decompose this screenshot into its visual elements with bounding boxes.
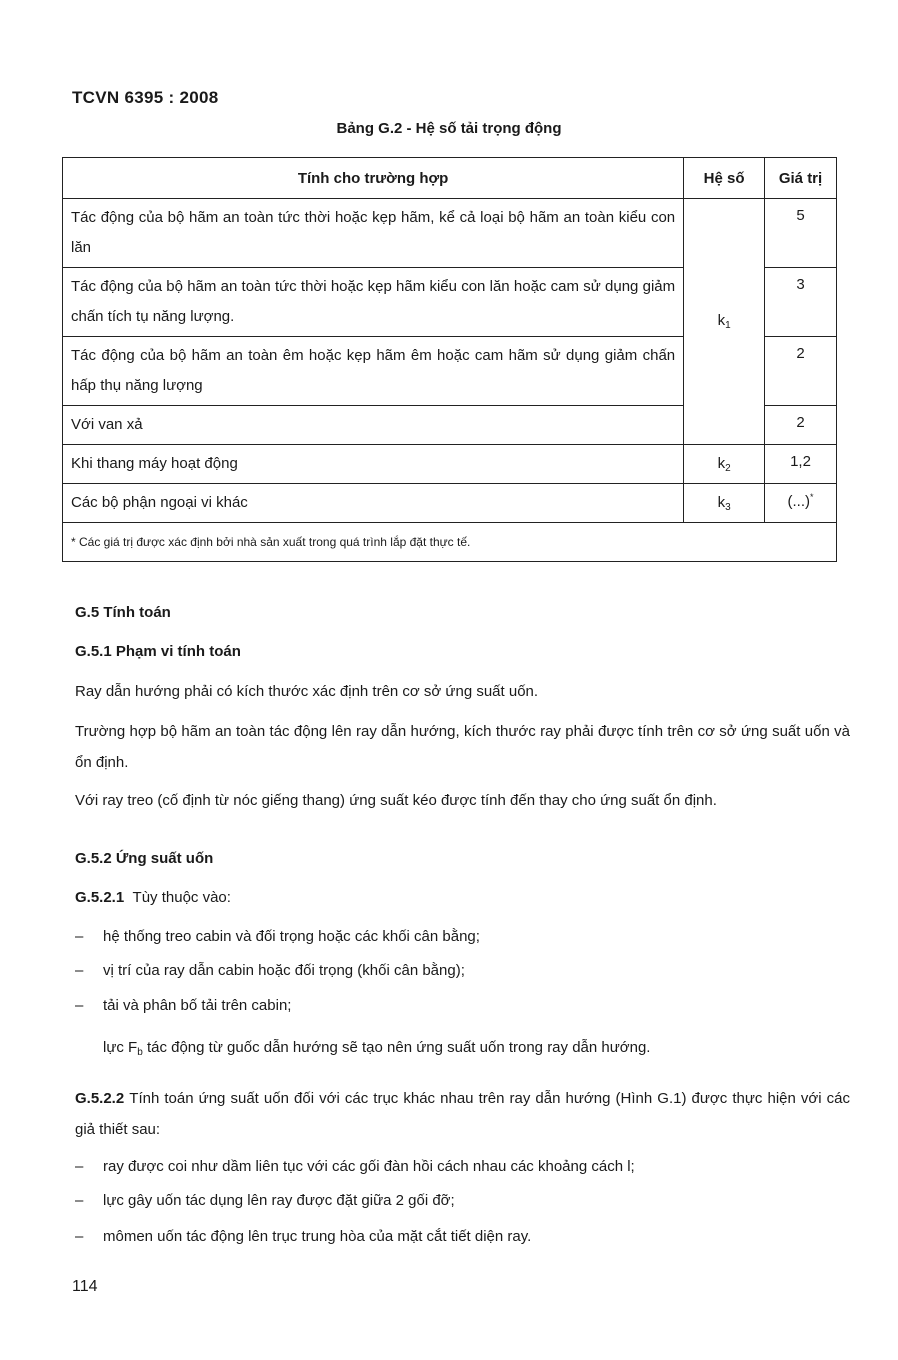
table-header-row (63, 158, 837, 199)
list-item: ray được coi như dầm liên tục với các gối đàn hồi cách nhau các khoảng cách l; (103, 1158, 635, 1175)
coef-letter: k (717, 493, 726, 511)
table-footnote-row (63, 523, 837, 562)
value-cell: 5 (765, 199, 837, 268)
force-pre: lực F (103, 1039, 138, 1056)
list-item: tải và phân bố tải trên cabin; (103, 997, 292, 1014)
list-dash: – (75, 928, 84, 945)
load-factor-table (62, 157, 837, 562)
header-value: Giá trị (765, 158, 837, 199)
list-item: hệ thống treo cabin và đối trọng hoặc các khối cân bằng; (103, 928, 480, 945)
case-cell: Khi thang máy hoạt động (63, 445, 684, 484)
list-dash: – (75, 997, 84, 1014)
list-dash: – (75, 1192, 84, 1209)
list-dash: – (75, 1158, 84, 1175)
coef-letter: k (717, 454, 726, 472)
case-cell: Tác động của bộ hãm an toàn êm hoặc kẹp hãm êm hoặc cam hãm sử dụng giảm chấn hấp thụ năng lượng (63, 337, 684, 406)
paragraph: Ray dẫn hướng phải có kích thước xác định trên cơ sở ứng suất uốn. (75, 683, 539, 700)
force-post: tác động từ guốc dẫn hướng sẽ tạo nên ứng suất uốn trong ray dẫn hướng. (142, 1039, 651, 1056)
table-row (63, 484, 837, 523)
list-dash: – (75, 1228, 84, 1245)
document-code: TCVN 6395 : 2008 (72, 88, 219, 107)
list-dash: – (75, 962, 84, 979)
case-cell: Với van xả (63, 406, 684, 445)
coef-k3-cell (684, 484, 765, 523)
clause-text: Tùy thuộc vào: (132, 889, 231, 906)
header-coef: Hệ số (684, 158, 765, 199)
force-subscript: b (137, 1047, 143, 1058)
page-number: 114 (72, 1278, 98, 1295)
clause-label: G.5.2.1 (75, 889, 125, 906)
coef-k1-cell (684, 199, 765, 445)
table-row (63, 199, 837, 268)
value-cell: 2 (765, 406, 837, 445)
list-item: lực gây uốn tác dụng lên ray được đặt giữa 2 gối đỡ; (103, 1192, 455, 1209)
list-item: vị trí của ray dẫn cabin hoặc đối trọng (khối cân bằng); (103, 962, 465, 979)
table-row (63, 445, 837, 484)
clause-text: Tính toán ứng suất uốn đối với các trục khác nhau trên ray dẫn hướng (Hình G.1) được thực hiện với các giả thiết sau: (75, 1090, 851, 1138)
section-g51-title: G.5.1 Phạm vi tính toán (75, 643, 241, 660)
header-case: Tính cho trường hợp (63, 158, 684, 199)
clause-label: G.5.2.2 (75, 1090, 125, 1107)
value-cell: 1,2 (765, 445, 837, 484)
value-cell (765, 484, 837, 523)
clause-g521 (75, 882, 231, 913)
paragraph: Trường hợp bộ hãm an toàn tác động lên ray dẫn hướng, kích thước ray phải được tính trên cơ sở ứng suất uốn và ổn định. (75, 723, 850, 771)
section-g5-title: G.5 Tính toán (75, 604, 171, 621)
value-text: (...) (787, 493, 811, 510)
footnote-mark: * (810, 492, 814, 502)
force-statement (103, 1039, 650, 1058)
case-cell: Tác động của bộ hãm an toàn tức thời hoặc kẹp hãm, kể cả loại bộ hãm an toàn kiểu con lăn (63, 199, 684, 268)
coef-letter: k (717, 312, 726, 329)
value-cell: 3 (765, 268, 837, 337)
list-item: mômen uốn tác động lên trục trung hòa của mặt cắt tiết diện ray. (103, 1228, 532, 1245)
coef-subscript: 1 (725, 320, 731, 331)
coef-subscript: 3 (725, 501, 731, 513)
table-footnote: * Các giá trị được xác định bởi nhà sản xuất trong quá trình lắp đặt thực tế. (63, 523, 837, 562)
case-cell: Tác động của bộ hãm an toàn tức thời hoặc kẹp hãm kiểu con lăn hoặc cam sử dụng giảm chấn tích tụ năng lượng. (63, 268, 684, 337)
table-title: Bảng G.2 - Hệ số tải trọng động (336, 120, 562, 137)
clause-g522 (75, 1083, 850, 1145)
coef-subscript: 2 (725, 462, 731, 474)
value-cell: 2 (765, 337, 837, 406)
coef-k2-cell (684, 445, 765, 484)
paragraph: Với ray treo (cố định từ nóc giếng thang) ứng suất kéo được tính đến thay cho ứng suất ổn định. (75, 792, 717, 809)
case-cell: Các bộ phận ngoại vi khác (63, 484, 684, 523)
section-g52-title: G.5.2 Ứng suất uốn (75, 850, 214, 867)
